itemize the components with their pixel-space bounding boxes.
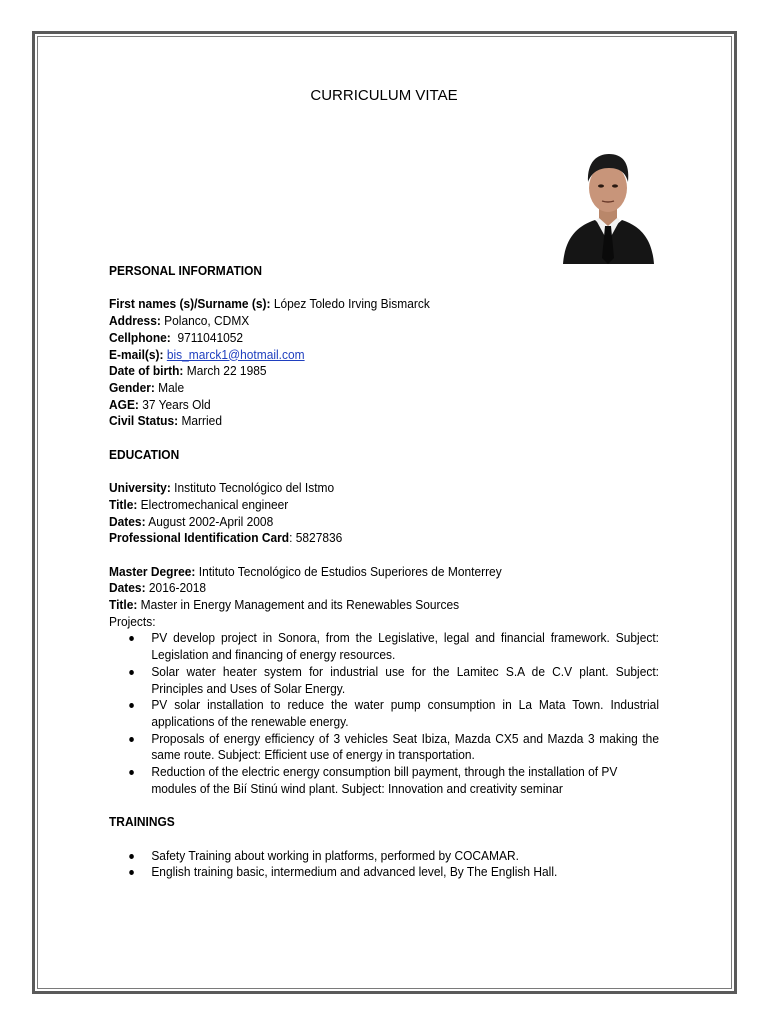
trainings-list [109,848,659,881]
field-date-of-birth: Date of birth: March 22 1985 [109,363,267,379]
field-email: E-mail(s): bis_marck1@hotmail.com [109,346,305,362]
personal-info-block [109,296,659,430]
field-master-dates: Dates: 2016-2018 [109,580,207,596]
section-heading-personal: PERSONAL INFORMATION [109,263,263,278]
field-cellphone: Cellphone: 9711041052 [109,329,244,345]
education-undergrad [109,480,659,547]
list-item: PV solar installation to reduce the water pump consumption in La Mata Town. Industrial applications of the renewable energy. [109,697,659,730]
bullet-icon [129,737,134,742]
bullet-icon [129,670,134,675]
projects-label: Projects: [109,613,156,629]
list-item: Solar water heater system for industrial use for the Lamitec S.A de C.V plant. Subject: Principles and Uses of Solar Energy. [109,664,659,697]
field-gender: Gender: Male [109,379,185,395]
profile-photo [561,146,656,264]
list-item: Reduction of the electric energy consumption bill payment, through the installation of PV modules of the Bií Stinú wind plant. Subject: Innovation and creativity seminar [109,764,659,797]
field-identification-card: Professional Identification Card: 5827836 [109,530,343,546]
document-title: CURRICULUM VITAE [310,87,458,104]
field-dates: Dates: August 2002-April 2008 [109,513,274,529]
bullet-icon [129,854,134,859]
bullet-icon [129,703,134,708]
section-heading-trainings: TRAININGS [109,814,175,830]
field-master-title: Title: Master in Energy Management and its Renewables Sources [109,597,460,612]
field-age: AGE: 37 Years Old [109,396,211,412]
section-heading-education: EDUCATION [109,446,180,462]
person-photo-icon [561,146,656,264]
field-address: Address: Polanco, CDMX [109,313,250,329]
bullet-icon [129,870,134,875]
education-master [109,564,659,798]
field-university: University: Instituto Tecnológico del Istmo [109,480,335,496]
list-item: Proposals of energy efficiency of 3 vehicles Seat Ibiza, Mazda CX5 and Mazda 3 making the same route. Subject: Efficient use of energy in transportation. [109,731,659,764]
field-civil-status: Civil Status: Married [109,413,222,429]
bullet-icon [129,636,134,641]
field-title: Title: Electromechanical engineer [109,496,289,512]
cv-content [109,263,659,881]
bullet-icon [129,770,134,775]
field-name: First names (s)/Surname (s): López Toledo Irving Bismarck [109,296,430,312]
list-item: PV develop project in Sonora, from the Legislative, legal and financial framework. Subject: Legislation and financing of energy resources. [109,630,659,663]
list-item: English training basic, intermedium and advanced level, By The English Hall. [109,864,659,881]
projects-list [109,630,659,797]
list-item: Safety Training about working in platforms, performed by COCAMAR. [109,848,659,865]
email-link[interactable]: bis_marck1@hotmail.com [166,346,305,362]
field-master-degree: Master Degree: Intituto Tecnológico de Estudios Superiores de Monterrey [109,563,502,579]
